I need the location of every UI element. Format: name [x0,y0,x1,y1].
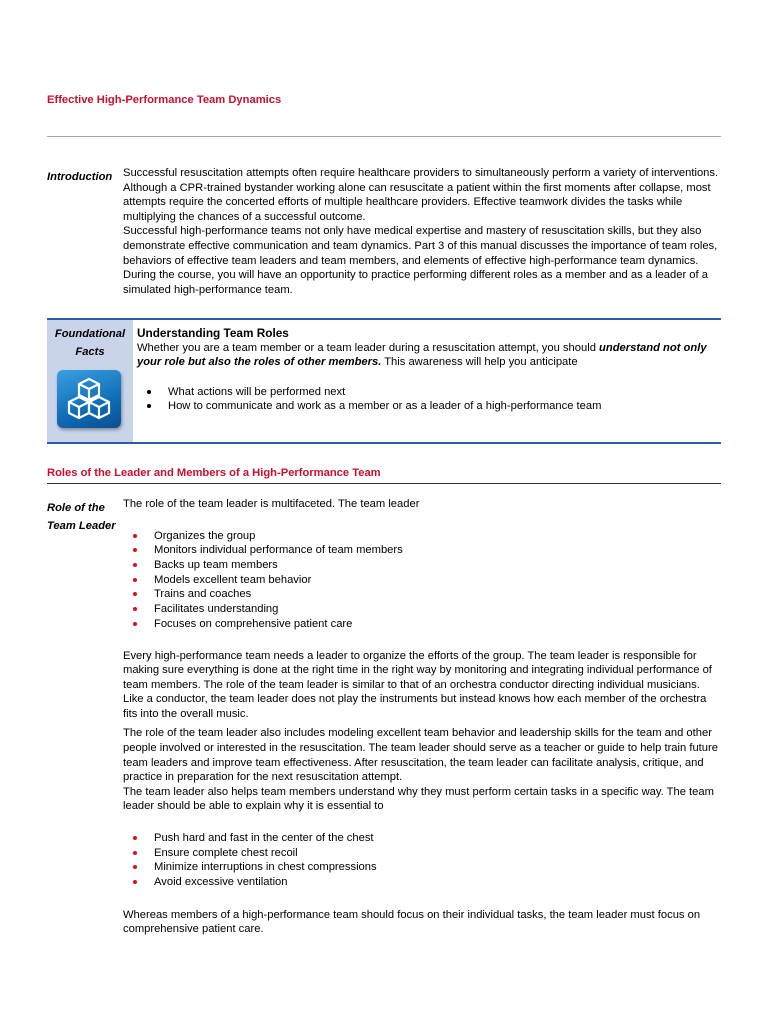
list-item: Minimize interruptions in chest compressions [123,860,723,875]
list-item: Push hard and fast in the center of the chest [123,831,723,846]
list-item: Backs up team members [123,558,723,573]
team-leader-body [123,497,723,937]
intro-paragraph: Successful high-performance teams not only have medical expertise and mastery of resuscitation skills, but they also demonstrate effective communication and team dynamics. Part 3 of this manual discusses the importance of team roles, behaviors of effective team leaders and team members, and elements of effective high-performance team dynamics. [123,225,718,267]
foundational-facts-list [137,385,717,414]
list-item: Trains and coaches [123,587,723,602]
list-item: Monitors individual performance of team members [123,543,723,558]
section-title: Roles of the Leader and Members of a High-Performance Team [47,467,381,479]
list-item: Facilitates understanding [123,602,723,617]
list-item: What actions will be performed next [137,385,717,400]
team-leader-essentials [123,831,723,890]
intro-body [123,166,723,297]
page-title: Effective High-Performance Team Dynamics [47,94,282,106]
intro-label: Introduction [47,171,113,183]
team-leader-paragraph: Every high-performance team needs a leader to organize the efforts of the group. The team leader is responsible for making sure everything is done at the right time in the right way by monitoring and integrating individual performance of team members. The role of the team leader is similar to that of an orchestra conductor directing individual musicians. Like a conductor, the team leader does not play the instruments but instead knows how each member of the orchestra fits into the overall music. [123,649,712,720]
team-leader-intro: The role of the team leader is multifaceted. The team leader [123,498,420,510]
list-item: How to communicate and work as a member or as a leader of a high-performance team [137,399,717,414]
cubes-icon [57,370,121,428]
section-divider [47,483,721,484]
team-leader-paragraph: Whereas members of a high-performance team should focus on their individual tasks, the team leader must focus on comprehensive patient care. [123,908,701,936]
list-item: Avoid excessive ventilation [123,875,723,890]
team-leader-paragraph: The role of the team leader also includes modeling excellent team behavior and leadership skills for the team and other people involved or interested in the resuscitation. The team leader should serve as a teacher or guide to help train future team leaders and improve team effectiveness. After resuscitation, the team leader can facilitate analysis, critique, and practice in preparation for the next resuscitation attempt. [123,727,718,784]
foundational-facts-label: Foundational Facts [54,328,126,358]
list-item: Models excellent team behavior [123,573,723,588]
intro-paragraph: Successful resuscitation attempts often require healthcare providers to simultaneously perform a variety of interventions. Although a CPR-trained bystander working alone can resuscitate a patient within the first moments after collapse, most attempts require the concerted efforts of multiple healthcare providers. Effective teamwork divides the tasks while multiplying the chances of a successful outcome. [123,167,719,223]
team-leader-duties [123,529,723,632]
foundational-facts-text: Whether you are a team member or a team leader during a resuscitation attempt, you should understand not only your role but also the roles of other members. This awareness will help you anticipate [137,341,707,369]
list-item: Organizes the group [123,529,723,544]
foundational-facts-content [137,326,717,414]
list-item: Focuses on comprehensive patient care [123,617,723,632]
foundational-facts-box [47,318,721,444]
team-leader-paragraph: The team leader also helps team members understand why they must perform certain tasks in a specific way. The team leader should be able to explain why it is essential to [123,785,714,813]
foundational-facts-heading: Understanding Team Roles [137,326,289,340]
foundational-facts-sidebar [47,320,133,442]
team-leader-label: Role of the Team Leader [47,502,116,532]
list-item: Ensure complete chest recoil [123,846,723,861]
divider [47,136,721,137]
intro-paragraph: During the course, you will have an opportunity to practice performing different roles as a member and as a leader of a simulated high-performance team. [123,269,708,296]
